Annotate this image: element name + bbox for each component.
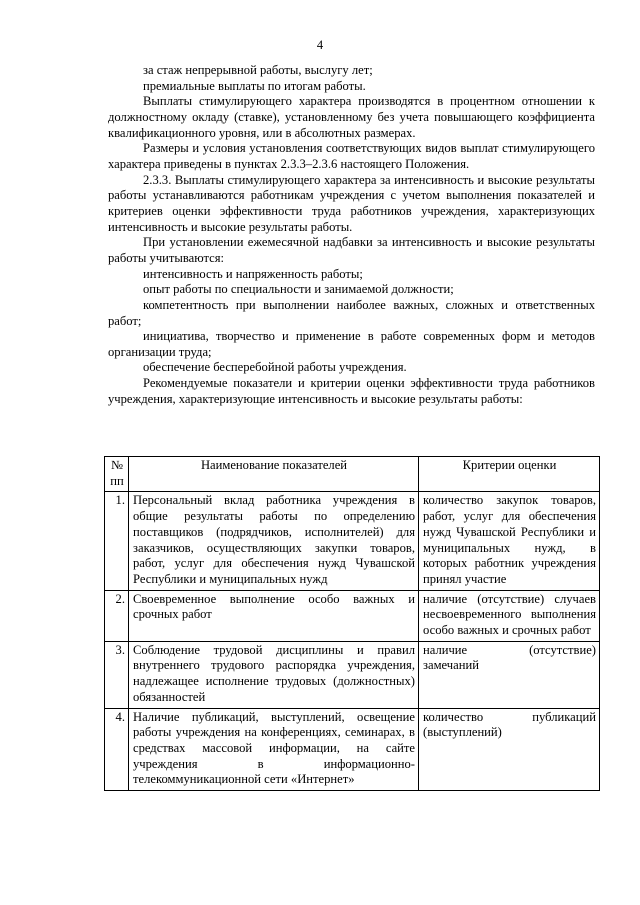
row-criteria: количество публикаций (выступлений) [419, 708, 600, 791]
row-num: 1. [105, 492, 129, 590]
paragraph: Выплаты стимулирующего характера производятся в процентном отношении к должностному окладу (ставке), установленному без учета повышающего коэффициента квалификационного уровня, или в абсолютных размерах. [108, 94, 595, 140]
row-num: 3. [105, 641, 129, 708]
criteria-table [104, 456, 600, 791]
paragraph: При установлении ежемесячной надбавки за интенсивность и высокие результаты работы учитываются: [108, 235, 595, 265]
row-indicator: Наличие публикаций, выступлений, освещение работы учреждения на конференциях, семинарах, в средствах массовой информации, на сайте учреждения в информационно-телекоммуникационной сети «Интернет» [129, 708, 419, 791]
table-row [105, 492, 600, 590]
row-num: 4. [105, 708, 129, 791]
paragraph: компетентность при выполнении наиболее важных, сложных и ответственных работ; [108, 297, 595, 328]
row-indicator: Соблюдение трудовой дисциплины и правил внутреннего трудового распорядка учреждения, надлежащее исполнение трудовых (должностных) обязанностей [129, 641, 419, 708]
header-num: № пп [105, 457, 129, 492]
paragraph: интенсивность и напряженность работы; [143, 266, 363, 281]
page-number: 4 [316, 38, 324, 52]
paragraph: за стаж непрерывной работы, выслугу лет; [143, 63, 373, 77]
row-criteria: наличие (отсутствие) замечаний [419, 641, 600, 708]
table-row [105, 708, 600, 791]
header-name: Наименование показателей [129, 457, 419, 492]
row-indicator: Персональный вклад работника учреждения в общие результаты работы по определению поставщиков (подрядчиков, исполнителей) для заказчиков, осуществляющих закупки товаров, работ, услуг для обеспечения нужд Чувашской Республики и муниципальных нужд [129, 492, 419, 590]
header-criteria: Критерии оценки [419, 457, 600, 492]
paragraph: Размеры и условия установления соответствующих видов выплат стимулирующего характера приведены в пунктах 2.3.3–2.3.6 настоящего Положения. [108, 141, 595, 171]
paragraph: инициатива, творчество и применение в работе современных форм и методов организации труда; [108, 329, 595, 359]
paragraph: обеспечение бесперебойной работы учреждения. [143, 360, 407, 375]
row-criteria: наличие (отсутствие) случаев несвоевременного выполнения особо важных и срочных работ [419, 590, 600, 641]
paragraph: 2.3.3. Выплаты стимулирующего характера за интенсивность и высокие результаты работы устанавливаются работникам учреждения с учетом выполнения показателей и критериев оценки эффективности труда работников учреждения, характеризующих интенсивность и высокие результаты работы. [108, 172, 595, 234]
body-text [108, 63, 595, 407]
row-indicator: Своевременное выполнение особо важных и срочных работ [129, 590, 419, 641]
paragraph: опыт работы по специальности и занимаемой должности; [143, 282, 454, 297]
row-num: 2. [105, 590, 129, 641]
table-header-row [105, 457, 600, 492]
table-row [105, 641, 600, 708]
paragraph: Рекомендуемые показатели и критерии оценки эффективности труда работников учреждения, характеризующие интенсивность и высокие результаты работы: [108, 376, 595, 406]
table-row [105, 590, 600, 641]
row-criteria: количество закупок товаров, работ, услуг для обеспечения нужд Чувашской Республики и муниципальных нужд, в которых работник учреждения принял участие [419, 492, 600, 590]
paragraph: премиальные выплаты по итогам работы. [143, 78, 366, 93]
